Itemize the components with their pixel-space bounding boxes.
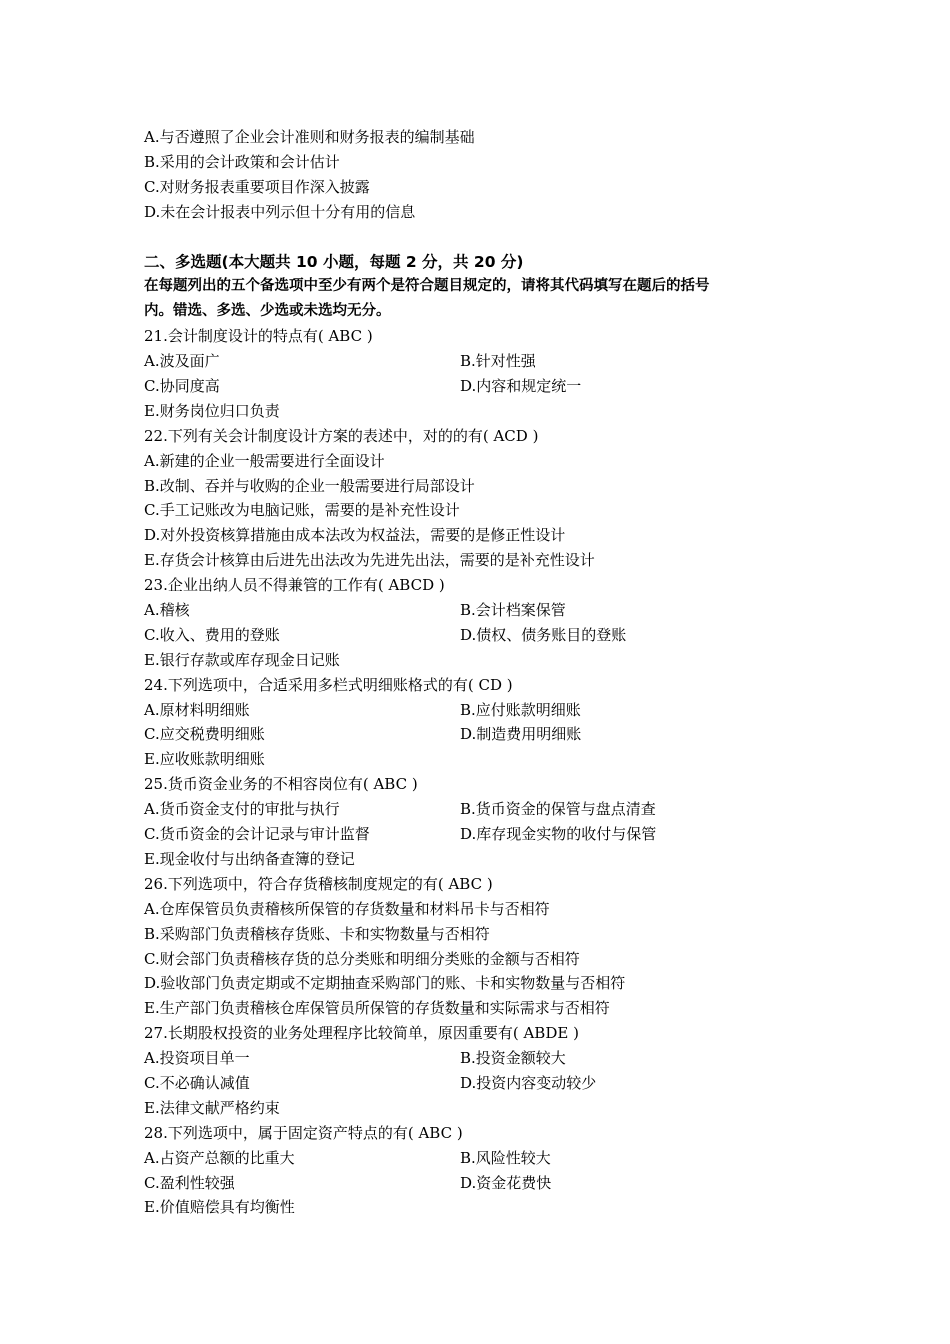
option-a: A.稽核 [144, 601, 190, 620]
option-c: C.协同度高 [144, 377, 220, 396]
question-stem: 23.企业出纳人员不得兼管的工作有( ABCD ) [144, 576, 445, 595]
option-b: B.货币资金的保管与盘点清查 [460, 800, 656, 819]
option-b: B.应付账款明细账 [460, 700, 581, 719]
option-b: B.改制、吞并与收购的企业一般需要进行局部设计 [144, 476, 475, 495]
question-stem: 26.下列选项中，符合存货稽核制度规定的有( ABC ) [144, 874, 493, 893]
option-b: B.会计档案保管 [460, 601, 566, 620]
question-21 [144, 324, 824, 424]
option-e: E.现金收付与出纳备查簿的登记 [144, 849, 355, 868]
question-stem: 24.下列选项中，合适采用多栏式明细账格式的有( CD ) [144, 675, 513, 694]
question-stem: 21.会计制度设计的特点有( ABC ) [144, 327, 373, 346]
option-d: D.制造费用明细账 [460, 725, 582, 744]
option-c: C.财会部门负责稽核存货的总分类账和明细分类账的金额与否相符 [144, 949, 580, 968]
option-d: D.资金花费快 [460, 1173, 552, 1192]
prev-option-c: C.对财务报表重要项目作深入披露 [144, 177, 370, 196]
option-c: C.盈利性较强 [144, 1173, 235, 1192]
option-a: A.仓库保管员负责稽核所保管的存货数量和材料吊卡与否相符 [144, 899, 550, 918]
option-a: A.占资产总额的比重大 [144, 1148, 295, 1167]
option-e: E.财务岗位归口负责 [144, 401, 280, 420]
question-26 [144, 872, 824, 1021]
section-gap [144, 225, 824, 250]
option-c: C.应交税费明细账 [144, 725, 265, 744]
option-b: B.投资金额较大 [460, 1049, 566, 1068]
section-instruction-line-2: 内。错选、多选、少选或未选均无分。 [144, 303, 391, 320]
option-d: D.内容和规定统一 [460, 377, 582, 396]
option-e: E.价值赔偿具有均衡性 [144, 1198, 295, 1217]
option-a: A.新建的企业一般需要进行全面设计 [144, 451, 385, 470]
question-stem: 27.长期股权投资的业务处理程序比较简单，原因重要有( ABDE ) [144, 1024, 579, 1043]
prev-option-d: D.未在会计报表中列示但十分有用的信息 [144, 202, 416, 221]
question-27 [144, 1021, 824, 1121]
option-b: B.风险性较大 [460, 1148, 551, 1167]
option-e: E.法律文献严格约束 [144, 1098, 280, 1117]
question-stem: 22.下列有关会计制度设计方案的表述中，对的的有( ACD ) [144, 426, 539, 445]
question-23 [144, 573, 824, 673]
option-e: E.银行存款或库存现金日记账 [144, 650, 340, 669]
option-a: A.货币资金支付的审批与执行 [144, 800, 340, 819]
option-e: E.存货会计核算由后进先出法改为先进先出法，需要的是补充性设计 [144, 551, 595, 570]
option-c: C.不必确认减值 [144, 1073, 250, 1092]
option-d: D.投资内容变动较少 [460, 1073, 597, 1092]
option-d: D.库存现金实物的收付与保管 [460, 825, 657, 844]
option-d: D.验收部门负责定期或不定期抽查采购部门的账、卡和实物数量与否相符 [144, 974, 626, 993]
section-title: 二、多选题(本大题共 10 小题，每题 2 分，共 20 分) [144, 252, 524, 271]
question-24 [144, 673, 824, 773]
prev-option-a: A.与否遵照了企业会计准则和财务报表的编制基础 [144, 128, 475, 146]
question-22 [144, 424, 824, 573]
option-b: B.针对性强 [460, 352, 536, 371]
question-25 [144, 772, 824, 872]
option-e: E.生产部门负责稽核仓库保管员所保管的存货数量和实际需求与否相符 [144, 999, 610, 1018]
exam-page [144, 125, 824, 1220]
question-stem: 25.货币资金业务的不相容岗位有( ABC ) [144, 775, 418, 794]
option-c: C.货币资金的会计记录与审计监督 [144, 825, 370, 844]
option-a: A.原材料明细账 [144, 700, 250, 719]
question-28 [144, 1121, 824, 1221]
option-e: E.应收账款明细账 [144, 750, 265, 769]
section-instruction-line-1: 在每题列出的五个备选项中至少有两个是符合题目规定的，请将其代码填写在题后的括号 [144, 278, 710, 295]
option-b: B.采购部门负责稽核存货账、卡和实物数量与否相符 [144, 924, 490, 943]
option-d: D.对外投资核算措施由成本法改为权益法，需要的是修正性设计 [144, 526, 566, 545]
option-c: C.手工记账改为电脑记账，需要的是补充性设计 [144, 501, 460, 520]
option-c: C.收入、费用的登账 [144, 625, 280, 644]
question-stem: 28.下列选项中，属于固定资产特点的有( ABC ) [144, 1123, 463, 1142]
option-a: A.投资项目单一 [144, 1049, 250, 1068]
option-a: A.波及面广 [144, 352, 220, 371]
option-d: D.债权、债务账目的登账 [460, 625, 627, 644]
prev-option-b: B.采用的会计政策和会计估计 [144, 152, 340, 171]
